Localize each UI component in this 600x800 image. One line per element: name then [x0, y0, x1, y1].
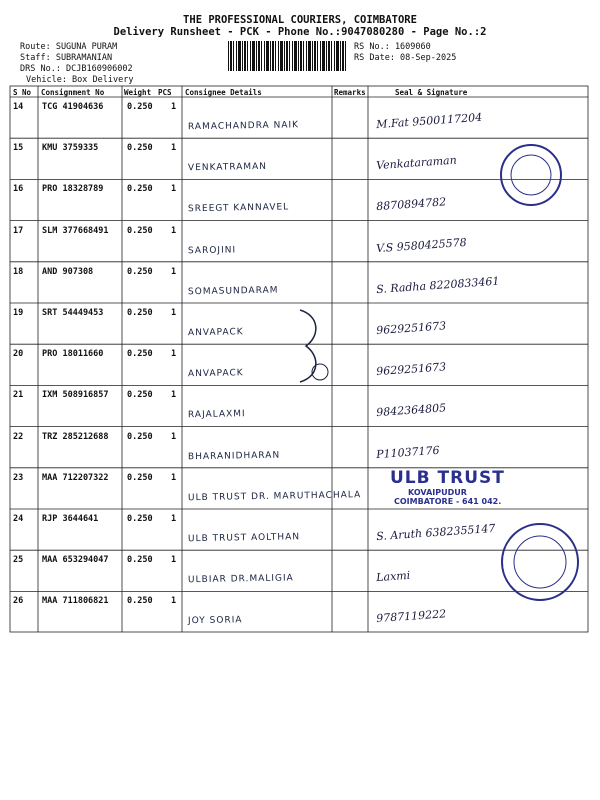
- row-signature: 9787119222: [375, 607, 447, 626]
- row-pcs: 1: [171, 349, 177, 360]
- trust-stamp: [390, 468, 530, 506]
- row-sno: 23: [13, 472, 24, 483]
- row-signature: 9629251673: [375, 360, 447, 379]
- row-pcs: 1: [171, 308, 177, 318]
- row-consignee: SAROJINI: [187, 244, 237, 256]
- row-weight: 0.250: [127, 308, 153, 318]
- row-consignment: TRZ 285212688: [42, 431, 109, 442]
- row-consignee: VENKATRAMAN: [187, 162, 268, 174]
- col-header-sno: S No: [13, 88, 32, 97]
- row-consignee: ANVAPACK: [187, 368, 244, 380]
- circular-stamp-1: [496, 140, 566, 210]
- row-consignment: TCG 41904636: [42, 102, 104, 112]
- row-consignment: MAA 653294047: [42, 555, 109, 566]
- row-sno: 20: [13, 349, 24, 360]
- row-pcs: 1: [171, 102, 177, 112]
- col-header-seal: Seal & Signature: [395, 88, 468, 97]
- row-sno: 19: [13, 308, 24, 318]
- row-signature: P11037176: [375, 443, 440, 461]
- row-sno: 17: [13, 225, 24, 236]
- row-weight: 0.250: [127, 390, 153, 401]
- rs-number: RS No.: 1609060: [354, 42, 431, 52]
- row-consignment: MAA 712207322: [42, 472, 109, 483]
- trust-city: COIMBATORE - 641 042.: [394, 497, 502, 506]
- row-sno: 21: [13, 390, 24, 401]
- row-pcs: 1: [171, 514, 177, 524]
- trust-place: KOVAIPUDUR: [408, 488, 467, 497]
- row-weight: 0.250: [127, 596, 153, 607]
- row-consignee: RAMACHANDRA NAIK: [187, 120, 300, 133]
- vehicle-info: Vehicle: Box Delivery: [26, 75, 134, 85]
- row-signature: 9842364805: [375, 401, 447, 420]
- row-signature: 9629251673: [375, 319, 447, 338]
- row-pcs: 1: [171, 390, 177, 401]
- row-weight: 0.250: [127, 184, 153, 195]
- col-header-consignee: Consignee Details: [185, 88, 262, 97]
- row-consignment: SRT 54449453: [42, 308, 104, 318]
- row-signature: Venkataraman: [375, 153, 458, 173]
- row-pcs: 1: [171, 555, 177, 566]
- row-weight: 0.250: [127, 431, 153, 442]
- row-consignee: BHARANIDHARAN: [187, 450, 281, 462]
- runsheet-subtitle: Delivery Runsheet - PCK - Phone No.:9047080280 - Page No.:2: [113, 26, 487, 38]
- drs-number: DRS No.: DCJB160906002: [20, 64, 133, 74]
- bracket-mark: [290, 306, 340, 386]
- row-pcs: 1: [171, 225, 177, 236]
- row-pcs: 1: [171, 596, 177, 607]
- row-consignee: SOMASUNDARAM: [187, 285, 279, 298]
- row-consignee: ANVAPACK: [187, 327, 244, 339]
- row-signature: Laxmi: [375, 568, 411, 585]
- row-weight: 0.250: [127, 472, 153, 483]
- row-sno: 14: [13, 102, 24, 112]
- row-consignment: SLM 377668491: [42, 225, 109, 236]
- row-consignment: MAA 711806821: [42, 596, 109, 607]
- row-weight: 0.250: [127, 102, 153, 112]
- row-consignee: ULB TRUST AOLTHAN: [187, 532, 301, 545]
- row-pcs: 1: [171, 266, 177, 277]
- row-pcs: 1: [171, 184, 177, 195]
- col-header-weight: Weight: [124, 88, 152, 97]
- row-sno: 26: [13, 596, 24, 607]
- row-signature: S. Aruth 6382355147: [375, 521, 496, 544]
- row-weight: 0.250: [127, 514, 153, 524]
- staff-info: Staff: SUBRAMANIAN: [20, 53, 113, 63]
- row-sno: 24: [13, 514, 24, 524]
- row-pcs: 1: [171, 431, 177, 442]
- circular-stamp-2: [498, 520, 582, 604]
- row-weight: 0.250: [127, 349, 153, 360]
- row-weight: 0.250: [127, 555, 153, 566]
- row-sno: 15: [13, 143, 24, 154]
- row-sno: 22: [13, 431, 24, 442]
- row-consignment: AND 907308: [42, 266, 94, 277]
- row-sno: 18: [13, 266, 24, 277]
- col-header-pcs: PCS: [158, 88, 172, 97]
- row-sno: 16: [13, 184, 24, 195]
- row-signature: S. Radha 8220833461: [375, 274, 500, 296]
- col-header-consignment: Consignment No: [41, 88, 105, 97]
- row-pcs: 1: [171, 143, 177, 154]
- row-consignment: PRO 18011660: [42, 349, 104, 360]
- row-consignment: KMU 3759335: [42, 143, 99, 154]
- row-consignment: RJP 3644641: [42, 514, 99, 524]
- col-header-remarks: Remarks: [334, 88, 366, 97]
- row-consignee: SREEGT KANNAVEL: [187, 202, 290, 215]
- rs-date: RS Date: 08-Sep-2025: [354, 53, 457, 63]
- row-pcs: 1: [171, 472, 177, 483]
- row-signature: V.S 9580425578: [375, 235, 468, 255]
- row-consignment: IXM 508916857: [42, 390, 109, 401]
- route-info: Route: SUGUNA PURAM: [20, 42, 118, 52]
- row-consignee: ULBIAR DR.MALIGIA: [187, 573, 294, 586]
- row-weight: 0.250: [127, 143, 153, 154]
- row-sno: 25: [13, 555, 24, 566]
- trust-name: ULB TRUST: [390, 468, 505, 488]
- row-signature: 8870894782: [375, 195, 447, 214]
- row-consignee: ULB TRUST DR. MARUTHACHALA: [187, 489, 362, 504]
- row-weight: 0.250: [127, 266, 153, 277]
- row-consignee: RAJALAXMI: [187, 409, 246, 421]
- company-title: THE PROFESSIONAL COURIERS, COIMBATORE: [183, 14, 417, 26]
- row-consignment: PRO 18328789: [42, 184, 104, 195]
- row-signature: M.Fat 9500117204: [375, 110, 483, 132]
- row-consignee: JOY SORIA: [187, 615, 243, 627]
- row-weight: 0.250: [127, 225, 153, 236]
